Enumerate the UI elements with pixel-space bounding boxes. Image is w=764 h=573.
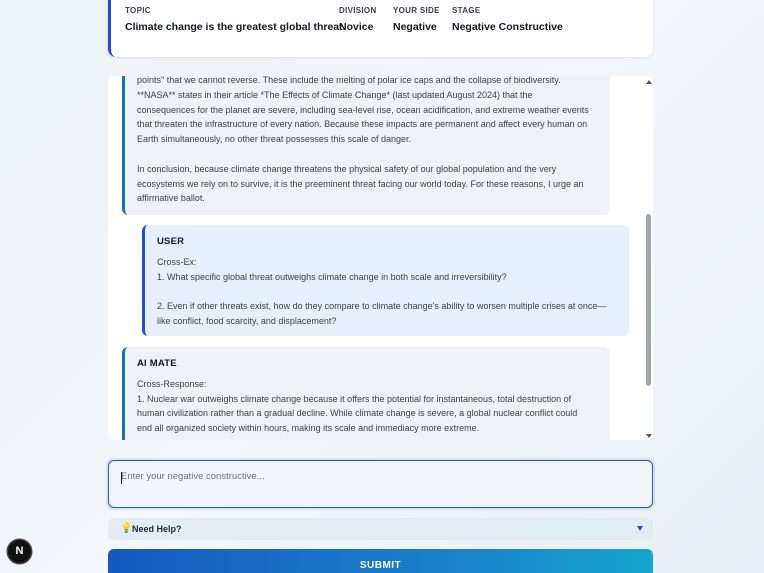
division-value: Novice xyxy=(339,21,374,33)
stage-label: STAGE xyxy=(452,6,481,15)
ai-message-cross-response xyxy=(122,347,610,440)
submit-button[interactable]: SUBMIT xyxy=(108,549,653,573)
topic-value: Climate change is the greatest global threat. xyxy=(125,21,346,33)
message-line: Earth simultaneously, no other threat possesses this scale of danger. xyxy=(137,134,411,145)
message-line: consequences for the planet are severe, including sea-level rise, ocean acidification, and extreme weather events xyxy=(137,104,589,115)
chevron-down-icon xyxy=(637,526,643,531)
message-line: that threaten the infrastructure of every nation. Because these impacts are permanent and affect every human on xyxy=(137,119,588,130)
nextjs-dev-badge[interactable]: N xyxy=(8,540,31,563)
speech-input[interactable] xyxy=(109,461,652,507)
need-help-toggle[interactable] xyxy=(108,518,653,540)
message-line: affirmative ballot. xyxy=(137,193,205,204)
message-line: end all organized society within hours, making its scale and immediacy more extreme. xyxy=(137,423,480,434)
ai-message-speech xyxy=(122,76,610,215)
message-line: ecosystems we rely on to survive, it is the preeminent threat facing our world today. For these reasons, I urge an xyxy=(137,178,584,189)
ai-message-title: AI MATE xyxy=(137,358,177,369)
message-line: human civilization rather than a gradual decline. While climate change is severe, a global nuclear conflict could xyxy=(137,408,578,419)
scrollbar-thumb[interactable] xyxy=(646,214,651,386)
message-line: Cross-Response: xyxy=(137,378,207,389)
message-line: 1. Nuclear war outweighs climate change because it offers the potential for instantaneous, total destruction of xyxy=(137,393,572,404)
chat-transcript[interactable] xyxy=(108,76,653,440)
topic-label: TOPIC xyxy=(125,6,151,15)
side-label: YOUR SIDE xyxy=(393,6,440,15)
side-value: Negative xyxy=(393,21,437,33)
message-line: points" that we cannot reverse. These include the melting of polar ice caps and the collapse of biodiversity. xyxy=(137,76,561,85)
message-line: **NASA** states in their article *The Effects of Climate Change* (last updated August 2024) that the xyxy=(137,89,533,100)
debate-info-header xyxy=(108,0,653,57)
text-caret xyxy=(121,472,122,484)
message-line: Cross-Ex: xyxy=(157,256,197,267)
scroll-down-arrow-icon[interactable] xyxy=(646,434,652,438)
message-line: like conflict, food scarcity, and displacement? xyxy=(157,315,337,326)
stage-value: Negative Constructive xyxy=(452,21,563,33)
division-column xyxy=(339,6,377,33)
chat-scrollbar[interactable] xyxy=(645,76,653,440)
message-line: In conclusion, because climate change threatens the physical safety of our global population and the very xyxy=(137,163,557,174)
topic-column xyxy=(125,6,346,33)
side-column xyxy=(393,6,440,33)
message-line: 1. What specific global threat outweighs climate change in both scale and irreversibility? xyxy=(157,271,507,282)
lightbulb-icon: 💡 xyxy=(120,523,133,534)
scroll-up-arrow-icon[interactable] xyxy=(646,80,652,84)
need-help-label: Need Help? xyxy=(132,524,182,534)
speech-input-container xyxy=(108,460,653,508)
division-label: DIVISION xyxy=(339,6,377,15)
stage-column xyxy=(452,6,563,33)
user-message-title: USER xyxy=(157,236,185,247)
chat-scroll-area xyxy=(108,76,645,440)
user-message-cross-ex xyxy=(142,225,629,336)
message-line: 2. Even if other threats exist, how do they compare to climate change's ability to worsen multiple crises at once— xyxy=(157,301,607,312)
